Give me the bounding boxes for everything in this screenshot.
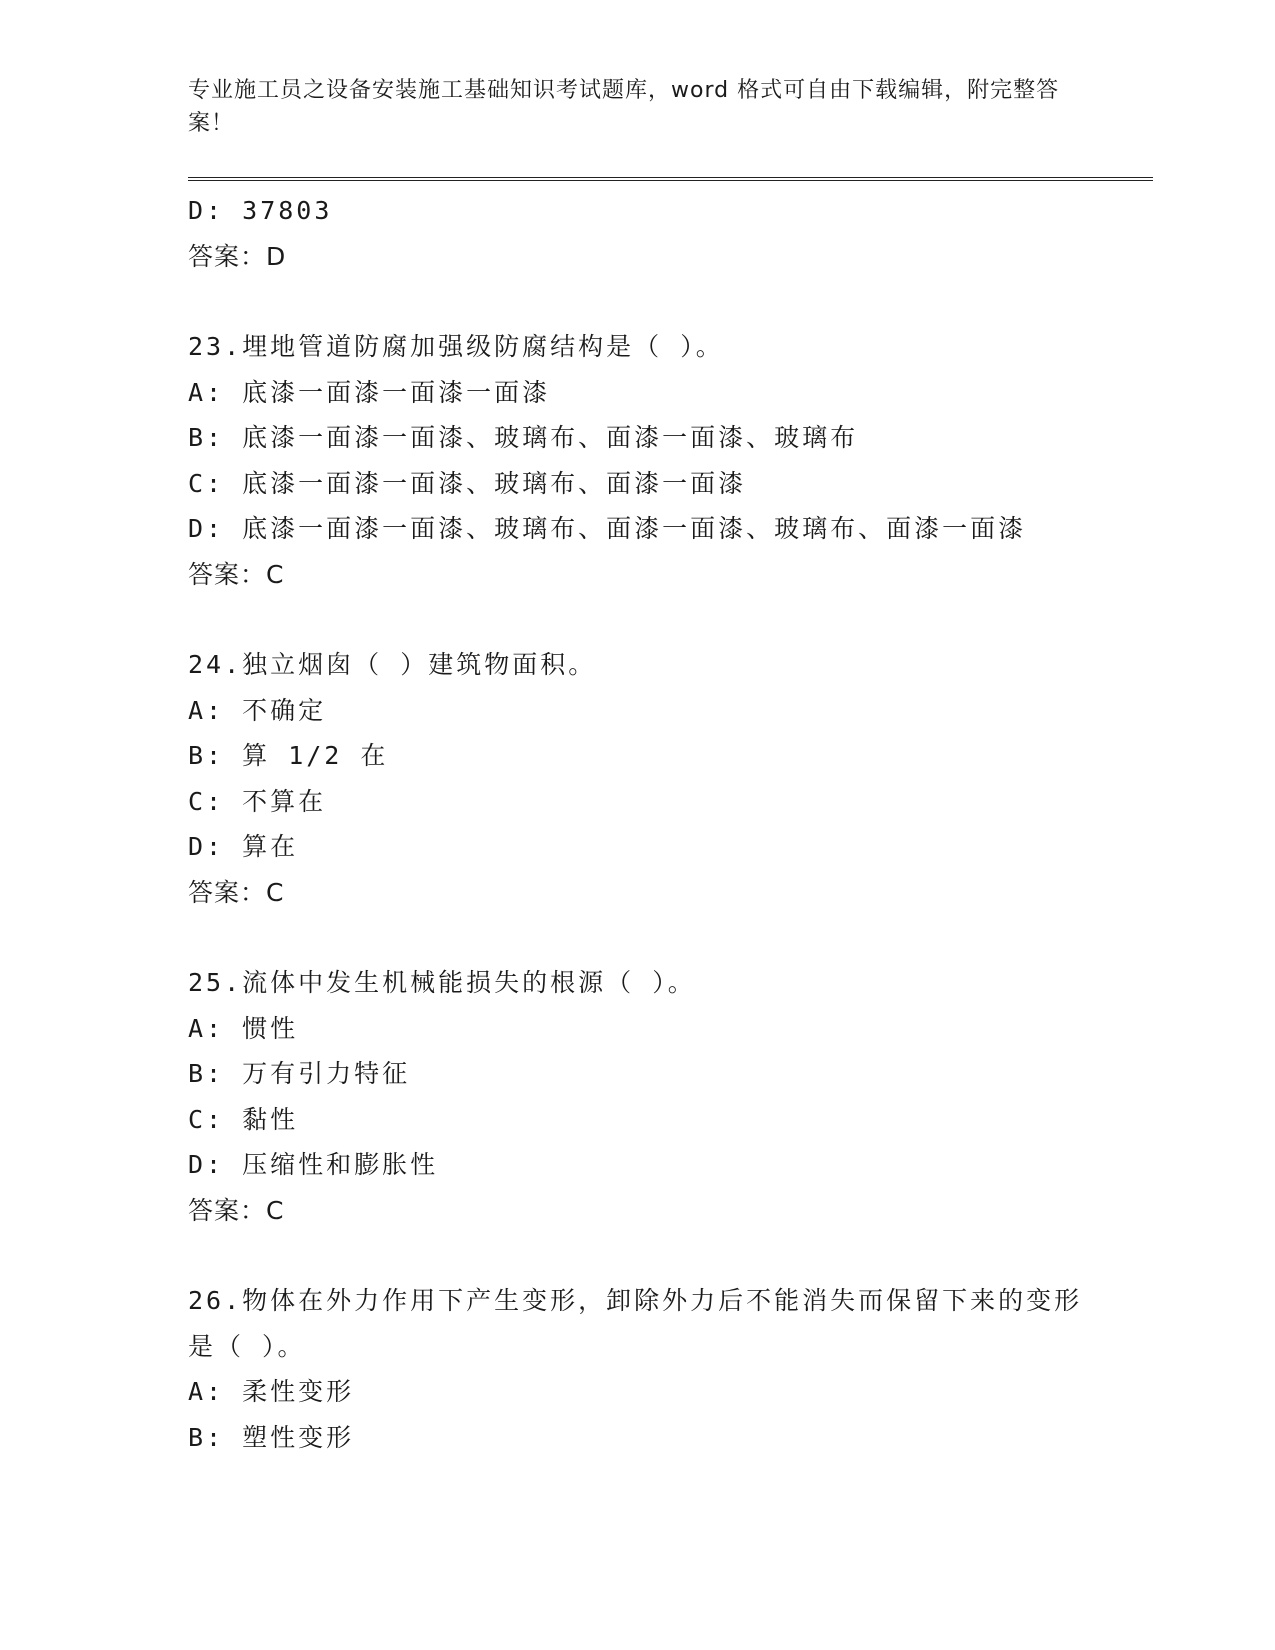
answer-line: 答案：C (188, 559, 285, 589)
question-stem: 23.埋地管道防腐加强级防腐结构是（ ）。 (188, 332, 724, 361)
question-26 (188, 1278, 1148, 1460)
option-a: A: 惯性 (188, 1013, 299, 1043)
option-d: D: 37803 (188, 196, 333, 225)
question-list (188, 188, 1148, 1460)
question-23 (188, 324, 1148, 597)
option-d: D: 压缩性和膨胀性 (188, 1150, 439, 1179)
document-header: 专业施工员之设备安装施工基础知识考试题库，word 格式可自由下载编辑，附完整答案！ (188, 78, 1060, 136)
question-25 (188, 960, 1148, 1233)
option-b: B: 万有引力特征 (188, 1059, 411, 1088)
answer-line: 答案：D (188, 241, 287, 271)
option-d: D: 算在 (188, 832, 299, 861)
option-a: A: 底漆一面漆一面漆一面漆 (188, 377, 551, 407)
option-d: D: 底漆一面漆一面漆、玻璃布、面漆一面漆、玻璃布、面漆一面漆 (188, 514, 1027, 543)
option-b: B: 算 1/2 在 (188, 741, 389, 770)
question-stem: 26.物体在外力作用下产生变形，卸除外力后不能消失而保留下来的变形是（ ）。 (188, 1286, 1083, 1361)
answer-line: 答案：C (188, 877, 285, 907)
option-a: A: 柔性变形 (188, 1377, 355, 1406)
option-c: C: 不算在 (188, 786, 327, 816)
option-a: A: 不确定 (188, 695, 327, 725)
header-divider (188, 177, 1153, 181)
option-b: B: 底漆一面漆一面漆、玻璃布、面漆一面漆、玻璃布 (188, 423, 859, 452)
question-24 (188, 642, 1148, 915)
answer-line: 答案：C (188, 1195, 285, 1225)
option-c: C: 底漆一面漆一面漆、玻璃布、面漆一面漆 (188, 468, 747, 498)
option-c: C: 黏性 (188, 1104, 299, 1134)
question-stem: 25.流体中发生机械能损失的根源（ ）。 (188, 968, 696, 997)
option-b: B: 塑性变形 (188, 1422, 355, 1452)
question-stem: 24.独立烟囱（ ）建筑物面积。 (188, 650, 597, 679)
